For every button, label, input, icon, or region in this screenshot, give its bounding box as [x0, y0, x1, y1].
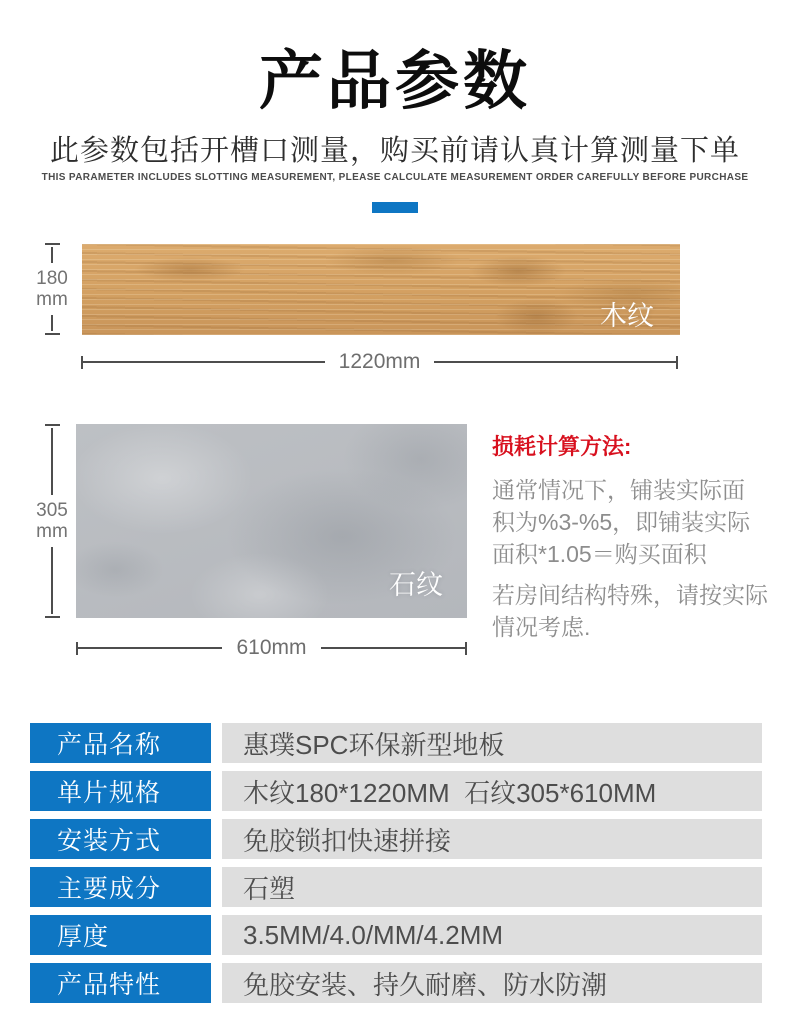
stone-height-dimension: [32, 424, 72, 618]
subtitle: 此参数包括开槽口测量，购买前请认真计算测量下单: [49, 135, 740, 167]
spec-gap: [211, 915, 222, 955]
subtitle-en: THIS PARAMETER INCLUDES SLOTTING MEASUREMENT, PLEASE CALCULATE MEASUREMENT ORDER CAREFULLY BEFORE PURCHASE: [41, 172, 749, 183]
spec-label: 主要成分: [30, 867, 211, 907]
spec-value: 石塑: [222, 867, 762, 907]
spec-label: 单片规格: [30, 771, 211, 811]
page-title: 产品参数: [259, 45, 531, 117]
loss-heading: 损耗计算方法:: [492, 434, 632, 459]
stone-height-value: 305: [36, 500, 68, 521]
dim-line: [51, 428, 53, 495]
spec-value: 木纹180*1220MM 石纹305*610MM: [222, 771, 762, 811]
loss-line: 通常情况下，铺装实际面: [492, 477, 745, 503]
loss-line: 面积*1.05＝购买面积: [492, 541, 707, 567]
dim-cap: [676, 356, 678, 369]
spec-row-piece-size: [30, 771, 762, 811]
dim-cap: [45, 616, 60, 618]
wood-width-dimension-text: 1220mm: [338, 350, 421, 373]
loss-line: 积为%3-%5，即铺装实际: [492, 509, 751, 535]
wood-height-dimension-text: [36, 265, 68, 313]
dim-cap: [45, 333, 60, 335]
spec-label: 安装方式: [30, 819, 211, 859]
loss-line: 情况考虑.: [492, 614, 591, 640]
spec-value: 惠璞SPC环保新型地板: [222, 723, 762, 763]
spec-gap: [211, 963, 222, 1003]
stone-height-dimension-text: [36, 497, 68, 545]
spec-row-features: [30, 963, 762, 1003]
wood-width-dimension: [81, 351, 678, 373]
dim-cap: [45, 243, 60, 245]
spec-gap: [211, 819, 222, 859]
dim-cap: [465, 642, 467, 655]
spec-value: 3.5MM/4.0/MM/4.2MM: [222, 915, 762, 955]
spec-row-install-method: [30, 819, 762, 859]
spec-value: 免胶锁扣快速拼接: [222, 819, 762, 859]
spec-value: 免胶安装、持久耐磨、防水防潮: [222, 963, 762, 1003]
accent-bar: [372, 202, 418, 213]
dim-line: [321, 647, 465, 649]
stone-width-dimension: [76, 637, 467, 659]
loss-paragraph-2: [492, 579, 788, 643]
stone-label: 石纹: [389, 570, 443, 600]
dim-line: [51, 315, 53, 331]
wood-label: 木纹: [600, 301, 654, 331]
dim-line: [83, 361, 325, 363]
spec-gap: [211, 723, 222, 763]
dim-line: [78, 647, 222, 649]
stone-height-unit: mm: [36, 521, 68, 542]
spec-gap: [211, 867, 222, 907]
spec-row-thickness: [30, 915, 762, 955]
stone-tile-image: [76, 424, 467, 618]
stone-width-dimension-text: 610mm: [236, 636, 307, 659]
wood-height-dimension: [32, 243, 72, 335]
dim-line: [51, 547, 53, 614]
spec-row-product-name: [30, 723, 762, 763]
wood-height-unit: mm: [36, 289, 68, 310]
spec-table: [30, 723, 762, 1011]
loss-line: 若房间结构特殊，请按实际: [492, 582, 768, 608]
spec-label: 产品名称: [30, 723, 211, 763]
wood-plank-image: [82, 244, 680, 335]
dim-cap: [45, 424, 60, 426]
loss-paragraph-1: [492, 474, 788, 570]
spec-label: 产品特性: [30, 963, 211, 1003]
dim-line: [51, 247, 53, 263]
spec-gap: [211, 771, 222, 811]
dim-line: [434, 361, 676, 363]
wood-height-value: 180: [36, 268, 68, 289]
loss-calculation-note: [492, 430, 788, 643]
spec-label: 厚度: [30, 915, 211, 955]
spec-row-main-component: [30, 867, 762, 907]
